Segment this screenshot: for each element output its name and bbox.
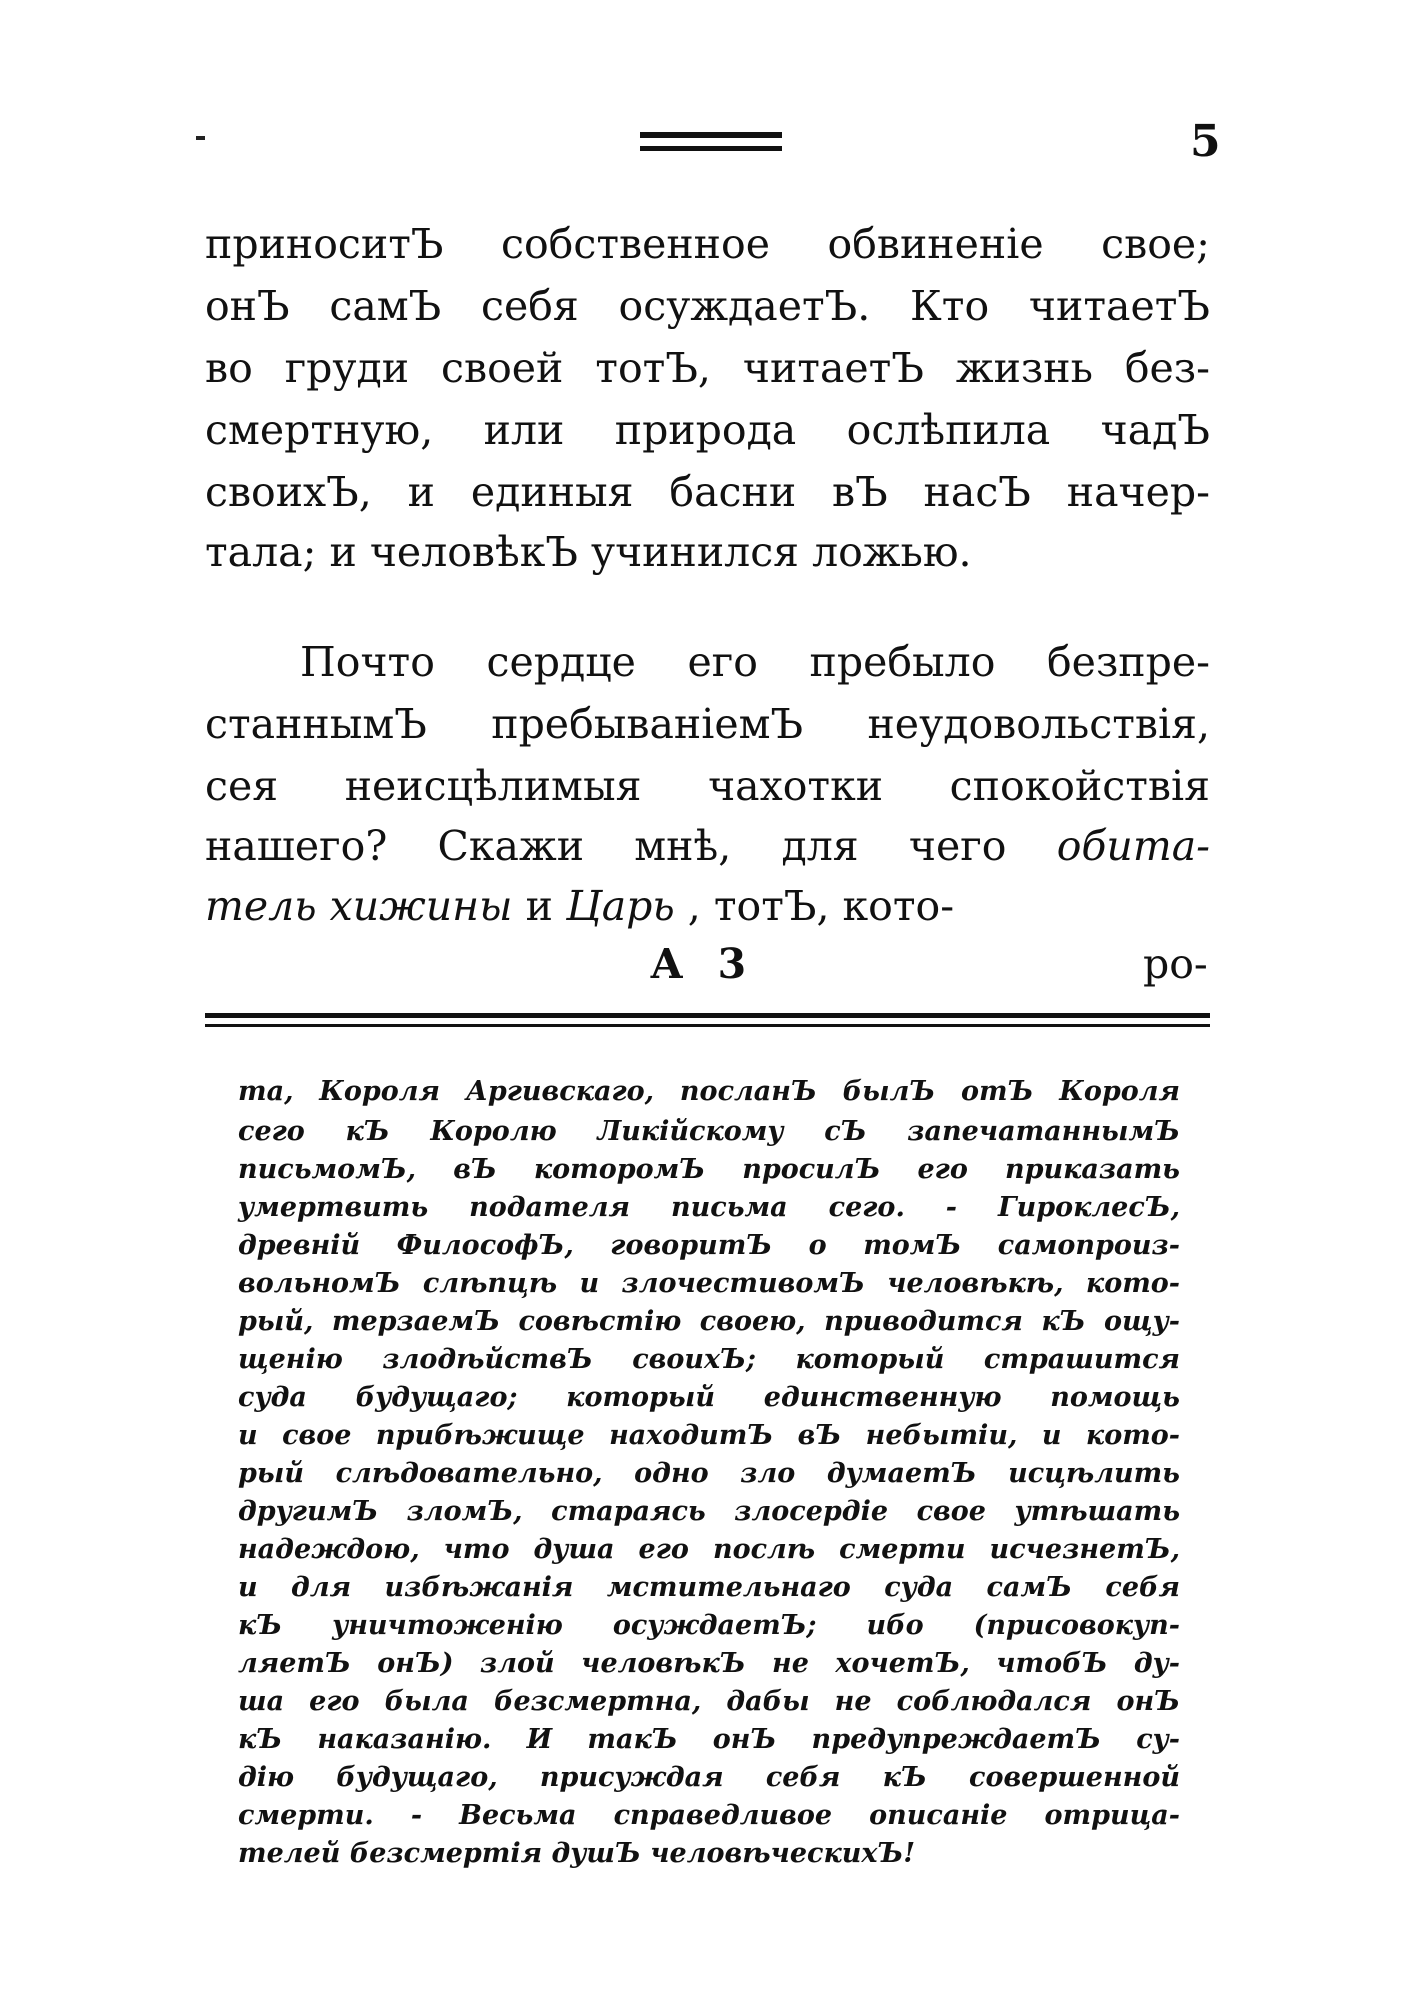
footnote-line-4: умертвить подателя письма сего. - ГироклесЪ,: [238, 1192, 1180, 1223]
footnote-line-7: рый, терзаемЪ совѣстію своею, приводится кЪ ощу-: [238, 1306, 1180, 1337]
footnote-rule-bottom: [205, 1024, 1210, 1027]
footnote-line-20: смерти. - Весьма справедливое описаніе отрица-: [238, 1800, 1180, 1831]
footnote-line-2: сего кЪ Королю Ликійскому сЪ запечатаннымЪ: [238, 1116, 1180, 1147]
footnote-line-8: щенію злодѣйствЪ своихЪ; который страшится: [238, 1344, 1180, 1375]
main-line-11-italic-a: тель хижины: [205, 882, 513, 930]
footnote-line-3: письмомЪ, вЪ которомЪ просилЪ его приказать: [238, 1154, 1180, 1185]
footnote-line-19: дію будущаго, присуждая себя кЪ совершенной: [238, 1762, 1180, 1793]
footnote-line-16: ляетЪ онЪ) злой человѣкЪ не хочетЪ, чтобЪ ду-: [238, 1648, 1180, 1679]
footnote-line-21: телей безсмертія душЪ человѣческихЪ!: [238, 1838, 916, 1869]
main-line-7: Почто сердце его пребыло безпре-: [300, 638, 1210, 686]
main-line-10-text: нашего? Скажи мнѣ, для чего: [205, 822, 1007, 870]
footnote-line-10: и свое прибѣжище находитЪ вЪ небытіи, и кото-: [238, 1420, 1180, 1451]
main-line-1: приноситЪ собственное обвиненіе свое;: [205, 220, 1210, 268]
footnote-line-11: рый слѣдовательно, одно зло думаетЪ исцѣлить: [238, 1458, 1180, 1489]
footnote-line-6: вольномЪ слѣпцѣ и злочестивомЪ человѣкѣ, кото-: [238, 1268, 1180, 1299]
footnote-line-12: другимЪ зломЪ, стараясь злосердіе свое утѣшать: [238, 1496, 1180, 1527]
signature-mark: А 3: [650, 940, 757, 988]
footnote-line-1: та, Короля Аргивскаго, посланЪ былЪ отЪ Короля: [238, 1076, 1180, 1107]
page-number: 5: [1190, 116, 1221, 167]
main-line-4: смертную, или природа ослѣпила чадЪ: [205, 406, 1210, 454]
main-line-6: тала; и человѣкЪ учинился ложью.: [205, 528, 972, 576]
footnote-line-17: ша его была безсмертна, дабы не соблюдался онЪ: [238, 1686, 1180, 1717]
main-line-10: [205, 822, 1210, 870]
footnote-line-9: суда будущаго; который единственную помощь: [238, 1382, 1180, 1413]
main-line-3: во груди своей тотЪ, читаетЪ жизнь без-: [205, 344, 1210, 392]
main-line-5: своихЪ, и единыя басни вЪ насЪ начер-: [205, 468, 1210, 516]
stray-ink-mark: [196, 136, 205, 140]
catchword: ро-: [1143, 940, 1208, 988]
main-line-11-italic-b: Царь: [565, 882, 675, 930]
footnote-line-15: кЪ уничтоженію осуждаетЪ; ибо (присовокуп-: [238, 1610, 1180, 1641]
main-line-9: сея неисцѣлимыя чахотки спокойствія: [205, 762, 1210, 810]
header-rule-bottom: [640, 146, 782, 151]
main-line-11-conj: и: [525, 882, 553, 930]
footnote-line-14: и для избѣжанія мстительнаго суда самЪ себя: [238, 1572, 1180, 1603]
main-line-2: онЪ самЪ себя осуждаетЪ. Кто читаетЪ: [205, 282, 1210, 330]
header-rule-top: [640, 132, 782, 138]
footnote-rule-top: [205, 1013, 1210, 1018]
main-line-8: станнымЪ пребываніемЪ неудовольствія,: [205, 700, 1210, 748]
main-line-11-rest: , тотЪ, кото-: [687, 882, 955, 930]
footnote-line-5: древній ФилософЪ, говоритЪ о томЪ самопроиз-: [238, 1230, 1180, 1261]
footnote-line-18: кЪ наказанію. И такЪ онЪ предупреждаетЪ су-: [238, 1724, 1180, 1755]
main-line-10-italic: обита-: [1056, 822, 1210, 870]
footnote-line-13: надеждою, что душа его послѣ смерти исчезнетЪ,: [238, 1534, 1180, 1565]
main-line-11: [205, 882, 955, 930]
